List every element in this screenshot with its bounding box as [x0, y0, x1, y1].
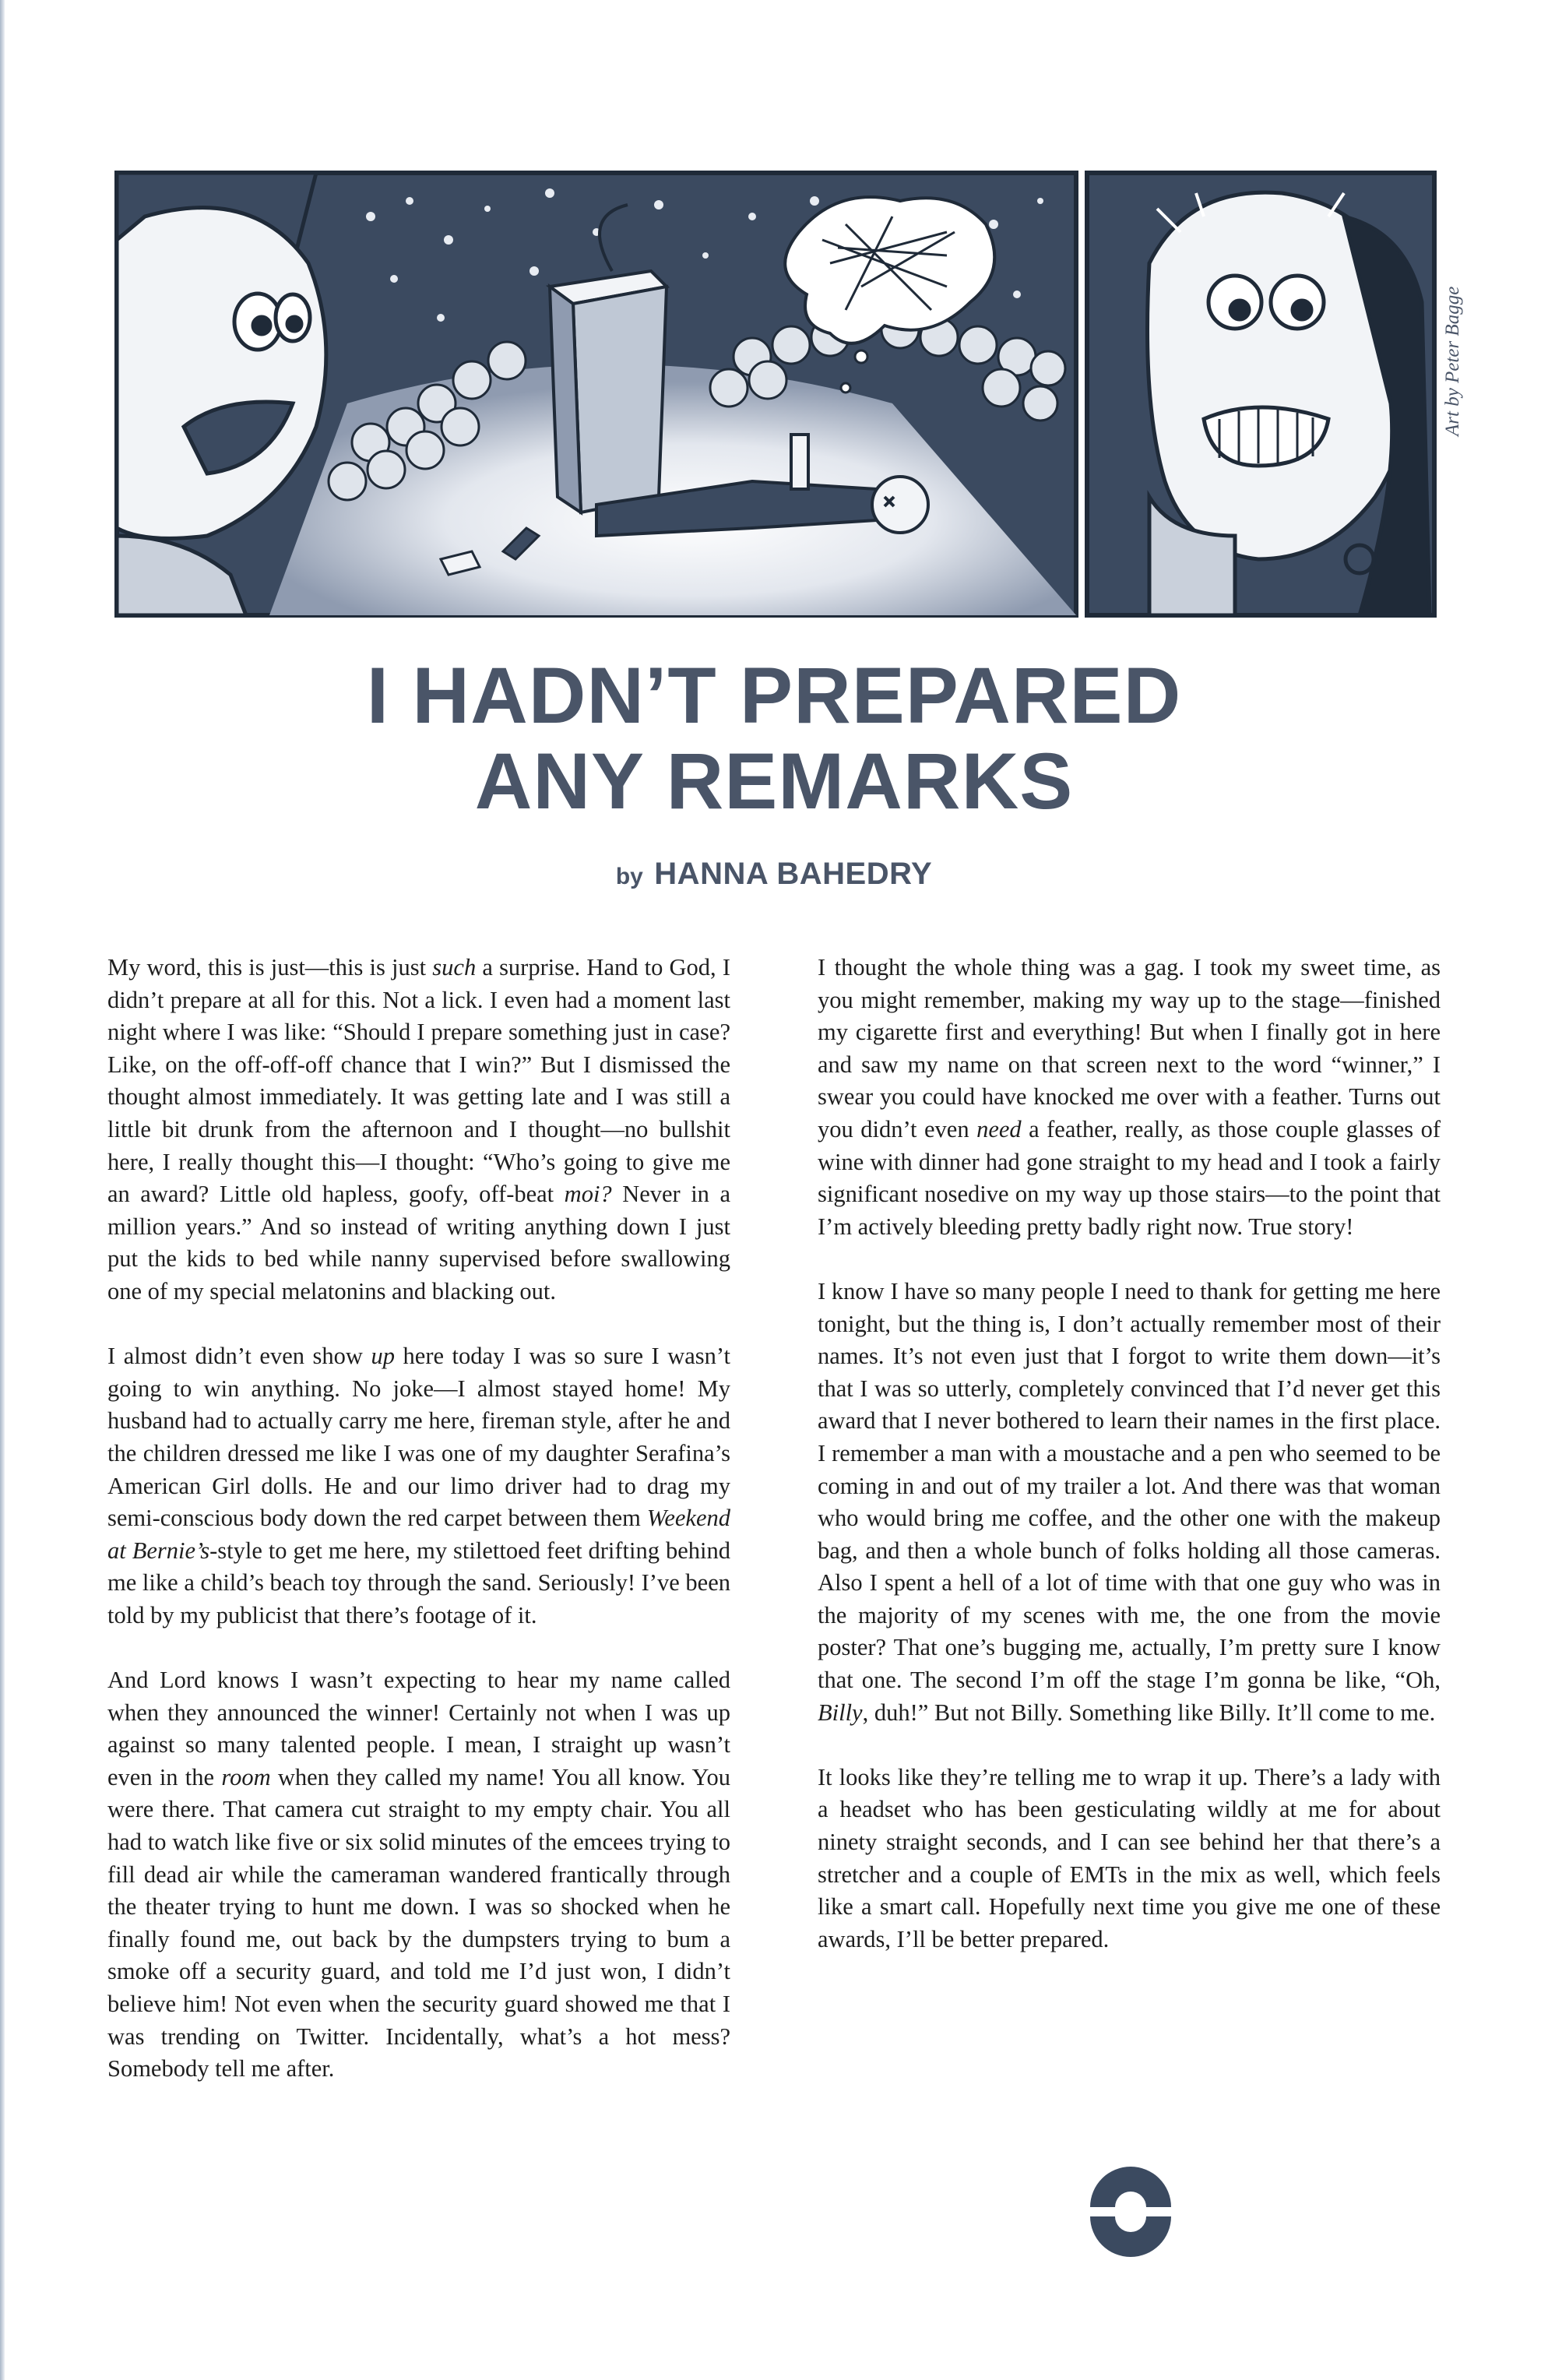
paragraph: It looks like they’re telling me to wrap it up. There’s a lady with a headset who has been gesticulating wildly at me for about ninety straight seconds, and I can see behind her that there’s a stretcher and a couple of EMTs in the mix as well, which feels like a smart call. Hopefully next time you give me one of these awards, I’ll be better prepared. — [818, 1763, 1441, 1952]
byline — [0, 857, 1548, 892]
headline-line-2: ANY REMARKS — [474, 737, 1074, 826]
italic-text: Weekend at Bernie’s — [107, 1505, 730, 1564]
body-column-right — [818, 952, 1441, 1956]
byline-prefix: by — [615, 864, 643, 889]
paragraph: I know I have so many people I need to thank for getting me here tonight, but the thing is, I don’t actually remember most of their names. It’s not even just that I forgot to write them down—it’s that I was so utterly, completely convinced that I’d never get this award that I never bothered to learn their names in the first place. I remember a man with a moustache and a pen who seemed to be coming in and out of my trailer a lot. And there was that woman who would bring me coffee, and the other one with the makeup bag, and then a whole bunch of folks holding all those cameras. Also I spent a hell of a lot of time with that one guy who was in the majority of my scenes with me, the one from the movie poster? That one’s bugging me, actually, I’m pretty sure I know that one. The second I’m off the stage I’m gonna be like, “Oh, Billy, duh!” But not Billy. Something like Billy. It’ll come to me. — [818, 1277, 1441, 1726]
paragraph: I thought the whole thing was a gag. I took my sweet time, as you might remember, making my way up to the stage—finished my cigarette first and everything! But when I finally got in here and saw my name on that screen next to the word “winner,” I swear you could have knocked me over with a feather. Turns out you didn’t even need a feather, really, as those couple glasses of wine with dinner had gone straight to my head and I took a fairly significant nosedive on my way up those stairs—to the point that I’m actively bleeding pretty badly right now. True story! — [818, 954, 1441, 1240]
headline-line-1: I HADN’T PREPARED — [366, 651, 1182, 740]
page-edge-rule — [0, 0, 5, 2380]
italic-text: Billy — [818, 1699, 863, 1726]
page-title — [0, 653, 1548, 824]
italic-text: up — [371, 1343, 395, 1370]
italic-text: room — [221, 1763, 271, 1790]
italic-text: moi? — [564, 1181, 612, 1208]
end-mark-icon — [1085, 2167, 1176, 2257]
italic-text: such — [432, 954, 477, 981]
paragraph: I almost didn’t even show up here today I was so sure I wasn’t going to win anything. No joke—I almost stayed home! My husband had to actually carry me here, fireman style, after he and the children dressed me like I was one of my daughter Serafina’s American Girl dolls. He and our limo driver had to drag my semi-conscious body down the red carpet between them Weekend at Bernie’s-style to get me here, my stilettoed feet drifting behind me like a child’s beach toy through the sand. Seriously! I’ve been told by my publicist that there’s footage of it. — [107, 1343, 731, 1628]
byline-author: HANNA BAHEDRY — [654, 857, 933, 891]
art-credit: Art by Peter Bagge — [1442, 286, 1463, 436]
body-column-left — [107, 952, 730, 2086]
italic-text: need — [976, 1115, 1022, 1142]
paragraph: And Lord knows I wasn’t expecting to hear my name called when they announced the winner! Certainly not when I was up against so many talented people. I mean, I straight up wasn’t even in the room when they called my name! You all know. You were there. That camera cut straight to my empty chair. You all had to watch like five or six solid minutes of the emcees trying to fill dead air while the cameraman wandered frantically through the theater trying to hunt me down. I was so shocked when he finally found me, out back by the dumpsters trying to bum a smoke off a security guard, and told me I’d just won, I didn’t believe him! Not even when the security guard showed me that I was trending on Twitter. Incidentally, what’s a hot mess? Somebody tell me after. — [107, 1667, 731, 2082]
paragraph: My word, this is just—this is just such a surprise. Hand to God, I didn’t prepare at all for this. Not a lick. I even had a moment last night where I was like: “Should I prepare something just in case? Like, on the off-off-off chance that I win?” But I dismissed the thought almost immediately. It was getting late and I was still a little bit drunk from the afternoon and I thought—no bullshit here, I really thought this—I thought: “Who’s going to give me an award? Little old hapless, goofy, off-beat moi? Never in a million years.” And so instead of writing anything down I just put the kids to bed while nanny supervised before swallowing one of my special melatonins and blacking out. — [107, 954, 730, 1304]
comic-illustration — [114, 170, 1437, 618]
